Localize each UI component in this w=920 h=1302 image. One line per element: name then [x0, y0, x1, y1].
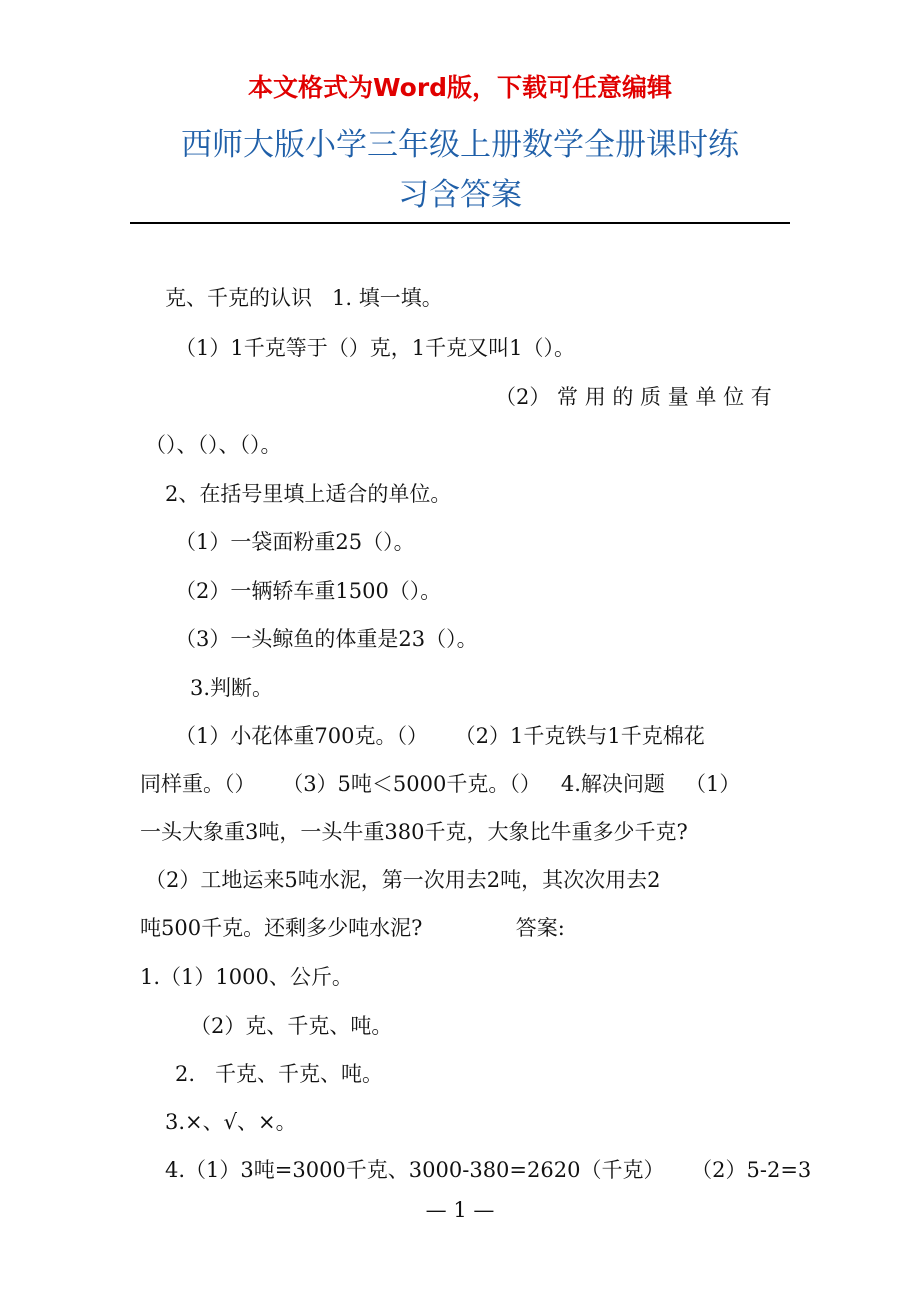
- text-line: 同样重。（） （3）5吨＜5000千克。（） 4.解决问题 （1）: [140, 772, 741, 796]
- title-line-2: 习含答案: [398, 177, 522, 213]
- answer-line: 4.（1）3吨=3000千克、3000-380=2620（千克） （2）5-2=3: [165, 1158, 812, 1182]
- answer-line: （2）克、千克、吨。: [190, 1014, 393, 1038]
- text-line: （）、（）、（）。: [145, 433, 282, 457]
- text-line: （1）一袋面粉重25（）。: [175, 530, 415, 554]
- section-heading: 克、千克的认识 1. 填一填。: [165, 286, 443, 310]
- document-title: [130, 120, 790, 220]
- text-line: 3.判断。: [190, 676, 274, 700]
- text-line: （2）一辆轿车重1500（）。: [175, 579, 442, 603]
- page-number: — 1 —: [425, 1198, 495, 1222]
- text-line: 吨500千克。还剩多少吨水泥? 答案:: [140, 916, 565, 940]
- text-line: 一头大象重3吨，一头牛重380千克，大象比牛重多少千克?: [140, 820, 688, 844]
- text-line: （3）一头鲸鱼的体重是23（）。: [175, 627, 478, 651]
- text-line: （1）小花体重700克。（） （2）1千克铁与1千克棉花: [175, 724, 705, 748]
- answer-line: 1.（1）1000、公斤。: [140, 965, 353, 989]
- text-line: 2、在括号里填上适合的单位。: [165, 482, 452, 506]
- title-line-1: 西师大版小学三年级上册数学全册课时练: [181, 127, 739, 163]
- answer-line: 2. 千克、千克、吨。: [175, 1062, 384, 1086]
- format-notice: 本文格式为Word版，下载可任意编辑: [247, 73, 673, 102]
- text-line: （1）1千克等于（）克，1千克又叫1（）。: [175, 336, 575, 360]
- title-divider: [130, 222, 790, 224]
- answer-line: 3.×、√、×。: [165, 1110, 297, 1134]
- text-line: （2）工地运来5吨水泥，第一次用去2吨，其次次用去2: [145, 868, 661, 892]
- text-line: （2） 常 用 的 质 量 单 位 有: [495, 385, 772, 409]
